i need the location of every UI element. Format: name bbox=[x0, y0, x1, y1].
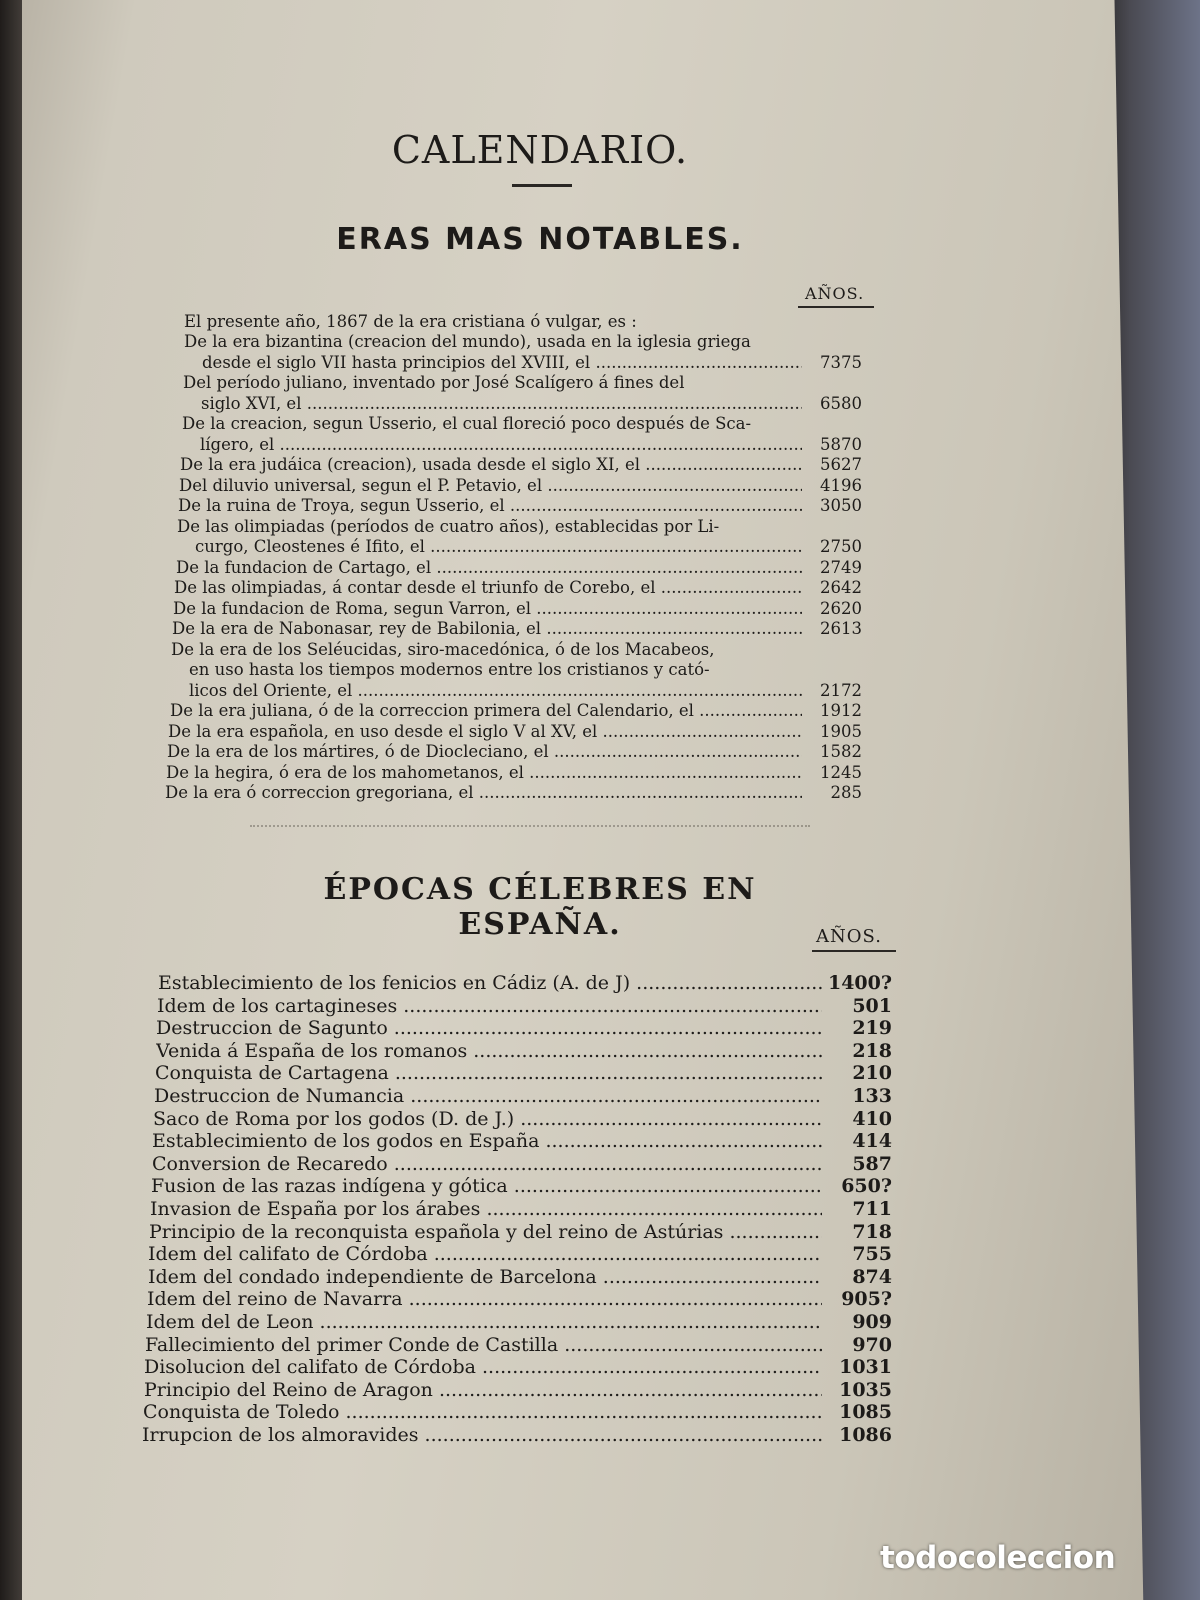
epoch-label: Destruccion de Sagunto ..... bbox=[156, 1017, 822, 1039]
era-row bbox=[201, 394, 862, 414]
epoch-label: Idem de los cartagineses ..... bbox=[157, 995, 822, 1017]
era-label: De la era judáica (creacion), usada desde el siglo XI, el ..... bbox=[180, 455, 802, 475]
epoch-year: 909 bbox=[852, 1311, 892, 1333]
epoch-label: Conquista de Toledo ..... bbox=[143, 1401, 822, 1423]
epoch-label: Principio de la reconquista española y del reino de Astúrias ..... bbox=[149, 1221, 822, 1243]
epoch-year: 210 bbox=[852, 1062, 892, 1085]
era-row-text: De las olimpiadas (períodos de cuatro años), establecidas por Li- bbox=[177, 516, 720, 536]
epoch-row bbox=[149, 1221, 892, 1243]
era-row bbox=[173, 599, 862, 619]
epoch-label: Establecimiento de los godos en España ..... bbox=[152, 1130, 822, 1152]
epoch-label: Venida á España de los romanos ..... bbox=[156, 1040, 822, 1062]
era-row-text: De la creacion, segun Usserio, el cual floreció poco después de Sca- bbox=[182, 414, 752, 433]
era-label: lígero, el ..... bbox=[200, 435, 802, 455]
era-row bbox=[170, 701, 862, 721]
era-row bbox=[174, 578, 862, 598]
epoch-year: 219 bbox=[852, 1017, 892, 1040]
era-years: 5870 bbox=[820, 434, 862, 454]
era-label: De la hegira, ó era de los mahometanos, el ..... bbox=[166, 763, 802, 783]
epoch-year: 1031 bbox=[839, 1356, 892, 1379]
epoch-row bbox=[143, 1401, 892, 1423]
era-years: 1582 bbox=[820, 742, 862, 761]
era-label: De la fundacion de Cartago, el ..... bbox=[176, 558, 802, 578]
epoch-row bbox=[144, 1379, 892, 1401]
epoch-year: 970 bbox=[852, 1333, 892, 1356]
epoch-year: 1086 bbox=[839, 1424, 892, 1446]
epoch-label: Conversion de Recaredo ..... bbox=[152, 1153, 822, 1175]
era-row-text: en uso hasta los tiempos modernos entre los cristianos y cató- bbox=[189, 660, 710, 679]
epoch-label: Irrupcion de los almoravides ..... bbox=[142, 1424, 822, 1446]
era-row bbox=[166, 763, 862, 783]
epoch-year: 650? bbox=[841, 1175, 892, 1198]
section2-column-rule bbox=[812, 950, 896, 952]
era-label: desde el siglo VII hasta principios del XVIII, el ..... bbox=[202, 353, 802, 373]
section1-heading: ERAS MAS NOTABLES. bbox=[336, 222, 744, 257]
era-label: curgo, Cleostenes é Ifito, el ..... bbox=[195, 537, 802, 557]
era-years: 2620 bbox=[820, 598, 862, 618]
epoch-row bbox=[154, 1085, 892, 1107]
epoch-row bbox=[150, 1198, 892, 1220]
section2-column-label: AÑOS. bbox=[816, 926, 882, 947]
section1-intro: El presente año, 1867 de la era cristiana ó vulgar, es : bbox=[184, 312, 637, 331]
epoch-row bbox=[144, 1356, 892, 1378]
epoch-year: 718 bbox=[852, 1220, 892, 1243]
epoch-row bbox=[145, 1334, 892, 1356]
epoch-label: Disolucion del califato de Córdoba ..... bbox=[144, 1356, 822, 1378]
era-years: 3050 bbox=[820, 496, 862, 515]
epoch-row bbox=[156, 1040, 892, 1062]
epoch-row bbox=[147, 1288, 892, 1310]
epoch-row bbox=[158, 972, 892, 994]
epoch-year: 1035 bbox=[839, 1378, 892, 1401]
section1-column-rule bbox=[798, 306, 874, 308]
epoch-label: Fallecimiento del primer Conde de Castilla ..... bbox=[145, 1334, 822, 1356]
era-label: De la ruina de Troya, segun Usserio, el ..... bbox=[178, 496, 802, 516]
epoch-year: 755 bbox=[852, 1243, 892, 1266]
epoch-row bbox=[146, 1311, 892, 1333]
epoch-year: 414 bbox=[852, 1130, 892, 1153]
era-years: 5627 bbox=[820, 455, 862, 474]
era-label: De las olimpiadas, á contar desde el triunfo de Corebo, el ..... bbox=[174, 578, 802, 598]
epoch-label: Idem del reino de Navarra ..... bbox=[147, 1288, 822, 1310]
era-row bbox=[189, 681, 862, 701]
era-row bbox=[202, 353, 862, 373]
title-rule bbox=[512, 184, 572, 187]
era-label: De la era ó correccion gregoriana, el ..... bbox=[165, 783, 802, 803]
era-years: 2750 bbox=[820, 537, 862, 556]
era-row-text: De la era de los Seléucidas, siro-macedónica, ó de los Macabeos, bbox=[171, 639, 715, 659]
epoch-label: Principio del Reino de Aragon ..... bbox=[144, 1379, 822, 1401]
section2-heading: ÉPOCAS CÉLEBRES EN ESPAÑA. bbox=[323, 872, 757, 942]
epoch-row bbox=[148, 1266, 892, 1288]
era-row bbox=[180, 455, 862, 475]
epoch-row bbox=[152, 1153, 892, 1175]
era-years: 6580 bbox=[820, 393, 862, 413]
epoch-label: Saco de Roma por los godos (D. de J.) ..... bbox=[153, 1108, 822, 1130]
era-years: 7375 bbox=[820, 352, 862, 372]
era-label: Del diluvio universal, segun el P. Petavio, el ..... bbox=[179, 476, 802, 496]
epoch-label: Invasion de España por los árabes ..... bbox=[150, 1198, 822, 1220]
page-title: CALENDARIO. bbox=[391, 128, 689, 172]
era-row bbox=[176, 558, 862, 578]
epoch-year: 711 bbox=[852, 1198, 892, 1220]
era-row bbox=[200, 435, 862, 455]
epoch-label: Conquista de Cartagena ..... bbox=[155, 1062, 822, 1084]
era-years: 2613 bbox=[820, 619, 862, 638]
epoch-year: 218 bbox=[852, 1039, 892, 1062]
epoch-row bbox=[153, 1108, 892, 1130]
epoch-year: 905? bbox=[841, 1288, 892, 1311]
separator-dots bbox=[250, 825, 810, 829]
era-label: De la era juliana, ó de la correccion primera del Calendario, el ..... bbox=[170, 701, 802, 721]
watermark-logo: todocoleccion bbox=[880, 1540, 1116, 1576]
era-years: 1905 bbox=[820, 721, 862, 741]
epoch-row bbox=[142, 1424, 892, 1446]
era-row-text: Del período juliano, inventado por José Scalígero á fines del bbox=[183, 373, 685, 392]
epoch-label: Idem del condado independiente de Barcelona ..... bbox=[148, 1266, 822, 1288]
era-row bbox=[178, 496, 862, 516]
era-years: 4196 bbox=[820, 475, 862, 495]
era-row bbox=[167, 742, 862, 762]
epoch-year: 587 bbox=[852, 1152, 892, 1175]
epoch-year: 133 bbox=[852, 1085, 892, 1107]
era-row bbox=[195, 537, 862, 557]
era-label: De la era de Nabonasar, rey de Babilonia, el ..... bbox=[172, 619, 802, 639]
epoch-year: 874 bbox=[852, 1265, 892, 1288]
era-label: De la era de los mártires, ó de Diocleciano, el ..... bbox=[167, 742, 802, 762]
era-row bbox=[165, 783, 862, 803]
era-years: 2172 bbox=[820, 680, 862, 700]
epoch-year: 501 bbox=[852, 994, 892, 1017]
era-row bbox=[179, 476, 862, 496]
epoch-row bbox=[151, 1175, 892, 1197]
era-label: De la fundacion de Roma, segun Varron, el ..... bbox=[173, 599, 802, 619]
epoch-row bbox=[156, 1017, 892, 1039]
era-label: siglo XVI, el ..... bbox=[201, 394, 802, 414]
epoch-label: Destruccion de Numancia ..... bbox=[154, 1085, 822, 1107]
era-years: 2749 bbox=[820, 557, 862, 577]
era-years: 2642 bbox=[820, 578, 862, 597]
epoch-year: 410 bbox=[852, 1107, 892, 1130]
era-years: 1912 bbox=[820, 701, 862, 720]
epoch-year: 1085 bbox=[839, 1401, 892, 1424]
epoch-row bbox=[152, 1130, 892, 1152]
era-years: 285 bbox=[830, 783, 862, 802]
section1-column-label: AÑOS. bbox=[805, 284, 865, 303]
epoch-row bbox=[155, 1062, 892, 1084]
epoch-label: Fusion de las razas indígena y gótica ..... bbox=[151, 1175, 822, 1197]
era-label: De la era española, en uso desde el siglo V al XV, el ..... bbox=[168, 722, 802, 742]
era-row bbox=[168, 722, 862, 742]
era-label: licos del Oriente, el ..... bbox=[189, 681, 802, 701]
epoch-label: Idem del califato de Córdoba ..... bbox=[148, 1243, 822, 1265]
epoch-label: Idem del de Leon ..... bbox=[146, 1311, 822, 1333]
epoch-row bbox=[148, 1243, 892, 1265]
era-years: 1245 bbox=[820, 762, 862, 782]
era-row-text: De la era bizantina (creacion del mundo), usada en la iglesia griega bbox=[184, 332, 751, 351]
epoch-year: 1400? bbox=[827, 972, 892, 994]
epoch-row bbox=[157, 995, 892, 1017]
era-row bbox=[172, 619, 862, 639]
epoch-label: Establecimiento de los fenicios en Cádiz (A. de J) ..... bbox=[158, 972, 822, 994]
